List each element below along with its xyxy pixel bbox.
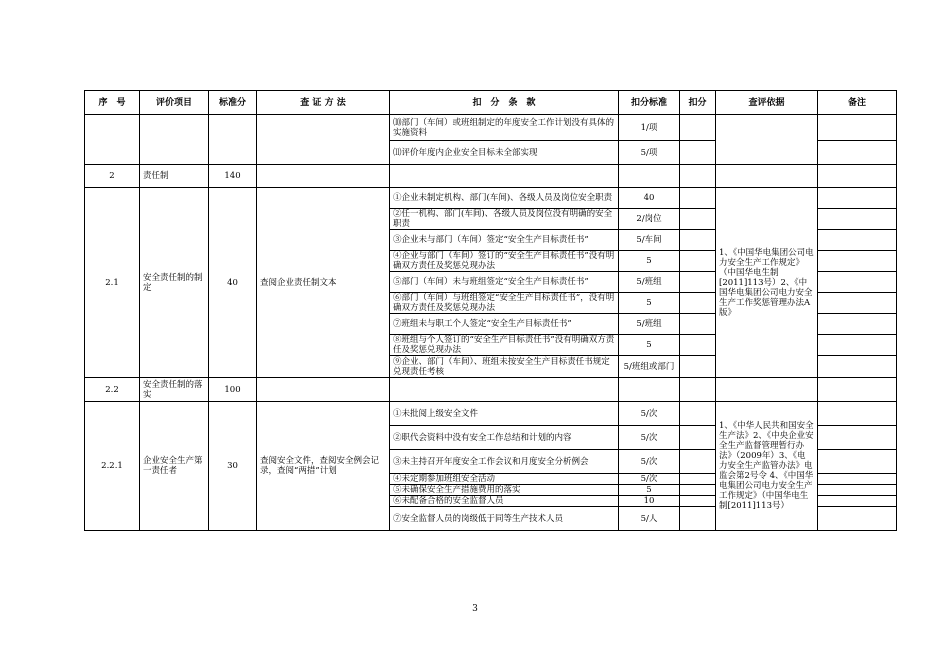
item-cell: 企业安全生产第一责任者	[140, 402, 209, 531]
header-basis: 查评依据	[716, 91, 818, 115]
table-row	[85, 188, 897, 209]
deduct-cell	[680, 378, 716, 402]
header-clause: 扣 分 条 款	[390, 91, 619, 115]
basis-cell	[716, 165, 818, 188]
std-cell: 5/次	[619, 474, 680, 485]
note-cell	[818, 485, 897, 496]
std-cell: 5	[619, 335, 680, 356]
note-cell	[818, 251, 897, 272]
score-cell: 100	[209, 378, 257, 402]
basis-cell: 1、《中国华电集团公司电力安全生产工作规定》（中国华电生制[2011]113号）2、《中国华电集团公司电力安全生产工作奖惩管理办法A版》	[716, 188, 818, 378]
deduct-cell	[680, 188, 716, 209]
header-row	[85, 91, 897, 115]
basis-cell: 1、《中华人民共和国安全生产法》2、《中央企业安全生产监督管理暂行办法》（2009年）3、《电力安全生产监管办法》电监会第2号令 4、《中国华电集团公司电力安全生产工作规定》（中国华电生制[2011]113号）	[716, 402, 818, 531]
note-cell	[818, 314, 897, 335]
note-cell	[818, 230, 897, 251]
method-cell	[257, 115, 390, 165]
item-cell	[140, 115, 209, 165]
note-cell	[818, 507, 897, 531]
header-std: 扣分标准	[619, 91, 680, 115]
clause-cell: ⑦班组未与职工个人签定“安全生产目标责任书”	[390, 314, 619, 335]
seq-cell: 2.2	[85, 378, 140, 402]
seq-cell	[85, 115, 140, 165]
header-method: 查 证 方 法	[257, 91, 390, 115]
note-cell	[818, 272, 897, 293]
deduct-cell	[680, 426, 716, 450]
table-row	[85, 115, 897, 141]
clause-cell	[390, 378, 619, 402]
clause-cell: ⑾评价年度内企业安全目标未全部实现	[390, 141, 619, 165]
clause-cell	[390, 165, 619, 188]
clause-cell: ⑥部门（车间）与班组签定“安全生产目标责任书”，没有明确双方责任及奖惩兑现办法	[390, 293, 619, 314]
std-cell: 5/班组	[619, 314, 680, 335]
std-cell: 5/次	[619, 450, 680, 474]
note-cell	[818, 141, 897, 165]
clause-cell: ①企业未制定机构、部门(车间)、各级人员及岗位安全职责	[390, 188, 619, 209]
deduct-cell	[680, 335, 716, 356]
basis-cell	[716, 378, 818, 402]
deduct-cell	[680, 496, 716, 507]
clause-cell: ⑤未确保安全生产措施费用的落实	[390, 485, 619, 496]
clause-cell: ⑥未配备合格的安全监督人员	[390, 496, 619, 507]
header-deduct: 扣分	[680, 91, 716, 115]
note-cell	[818, 115, 897, 141]
note-cell	[818, 426, 897, 450]
deduct-cell	[680, 115, 716, 141]
note-cell	[818, 496, 897, 507]
deduct-cell	[680, 450, 716, 474]
clause-cell: ⑧班组与个人签订的“安全生产目标责任书”没有明确双方责任及奖惩兑现办法	[390, 335, 619, 356]
deduct-cell	[680, 402, 716, 426]
table-row	[85, 402, 897, 426]
deduct-cell	[680, 165, 716, 188]
clause-cell: ⑦安全监督人员的岗级低于同等生产技术人员	[390, 507, 619, 531]
std-cell: 5/班组	[619, 272, 680, 293]
deduct-cell	[680, 356, 716, 378]
header-note: 备注	[818, 91, 897, 115]
clause-cell: ④企业与部门（车间）签订的“安全生产目标责任书”没有明确双方责任及奖惩兑现办法	[390, 251, 619, 272]
std-cell: 5/次	[619, 402, 680, 426]
deduct-cell	[680, 251, 716, 272]
std-cell: 2/岗位	[619, 209, 680, 230]
table-row	[85, 165, 897, 188]
evaluation-table	[84, 90, 897, 531]
std-cell: 1/项	[619, 115, 680, 141]
method-cell	[257, 378, 390, 402]
seq-cell: 2.1	[85, 188, 140, 378]
std-cell: 5	[619, 485, 680, 496]
note-cell	[818, 378, 897, 402]
note-cell	[818, 356, 897, 378]
clause-cell: ②任一机构、部门(车间)、各级人员及岗位没有明确的安全职责	[390, 209, 619, 230]
basis-cell	[716, 115, 818, 165]
deduct-cell	[680, 230, 716, 251]
note-cell	[818, 188, 897, 209]
std-cell: 5	[619, 251, 680, 272]
deduct-cell	[680, 293, 716, 314]
clause-cell: ④未定期参加班组安全活动	[390, 474, 619, 485]
method-cell	[257, 165, 390, 188]
deduct-cell	[680, 507, 716, 531]
method-cell: 查阅安全文件，查阅安全例会记录，查阅“两措”计划	[257, 402, 390, 531]
header-score: 标准分	[209, 91, 257, 115]
note-cell	[818, 209, 897, 230]
method-cell: 查阅企业责任制文本	[257, 188, 390, 378]
clause-cell: ⑨企业、部门（车间）、班组未按安全生产目标责任书规定兑现责任考核	[390, 356, 619, 378]
std-cell: 5/班组或部门	[619, 356, 680, 378]
clause-cell: ③企业未与部门（车间）签定“安全生产目标责任书”	[390, 230, 619, 251]
score-cell: 40	[209, 188, 257, 378]
seq-cell: 2.2.1	[85, 402, 140, 531]
std-cell: 5/车间	[619, 230, 680, 251]
clause-cell: ⑽部门（车间）或班组制定的年度安全工作计划没有具体的实施资料	[390, 115, 619, 141]
deduct-cell	[680, 272, 716, 293]
note-cell	[818, 402, 897, 426]
std-cell	[619, 165, 680, 188]
score-cell: 140	[209, 165, 257, 188]
page-number: 3	[472, 604, 478, 614]
clause-cell: ③未主持召开年度安全工作会议和月度安全分析例会	[390, 450, 619, 474]
std-cell: 5/人	[619, 507, 680, 531]
deduct-cell	[680, 314, 716, 335]
std-cell	[619, 378, 680, 402]
std-cell: 5	[619, 293, 680, 314]
clause-cell: ①未批阅上级安全文件	[390, 402, 619, 426]
std-cell: 10	[619, 496, 680, 507]
std-cell: 5/次	[619, 426, 680, 450]
deduct-cell	[680, 474, 716, 485]
deduct-cell	[680, 485, 716, 496]
std-cell: 5/项	[619, 141, 680, 165]
item-cell: 安全责任制的制定	[140, 188, 209, 378]
seq-cell: 2	[85, 165, 140, 188]
note-cell	[818, 165, 897, 188]
header-item: 评价项目	[140, 91, 209, 115]
score-cell	[209, 115, 257, 165]
item-cell: 安全责任制的落实	[140, 378, 209, 402]
item-cell: 责任制	[140, 165, 209, 188]
score-cell: 30	[209, 402, 257, 531]
note-cell	[818, 474, 897, 485]
header-seq: 序 号	[85, 91, 140, 115]
table-row	[85, 378, 897, 402]
clause-cell: ⑤部门（车间）未与班组签定“安全生产目标责任书”	[390, 272, 619, 293]
std-cell: 40	[619, 188, 680, 209]
note-cell	[818, 450, 897, 474]
clause-cell: ②职代会资料中没有安全工作总结和计划的内容	[390, 426, 619, 450]
deduct-cell	[680, 209, 716, 230]
note-cell	[818, 335, 897, 356]
deduct-cell	[680, 141, 716, 165]
note-cell	[818, 293, 897, 314]
